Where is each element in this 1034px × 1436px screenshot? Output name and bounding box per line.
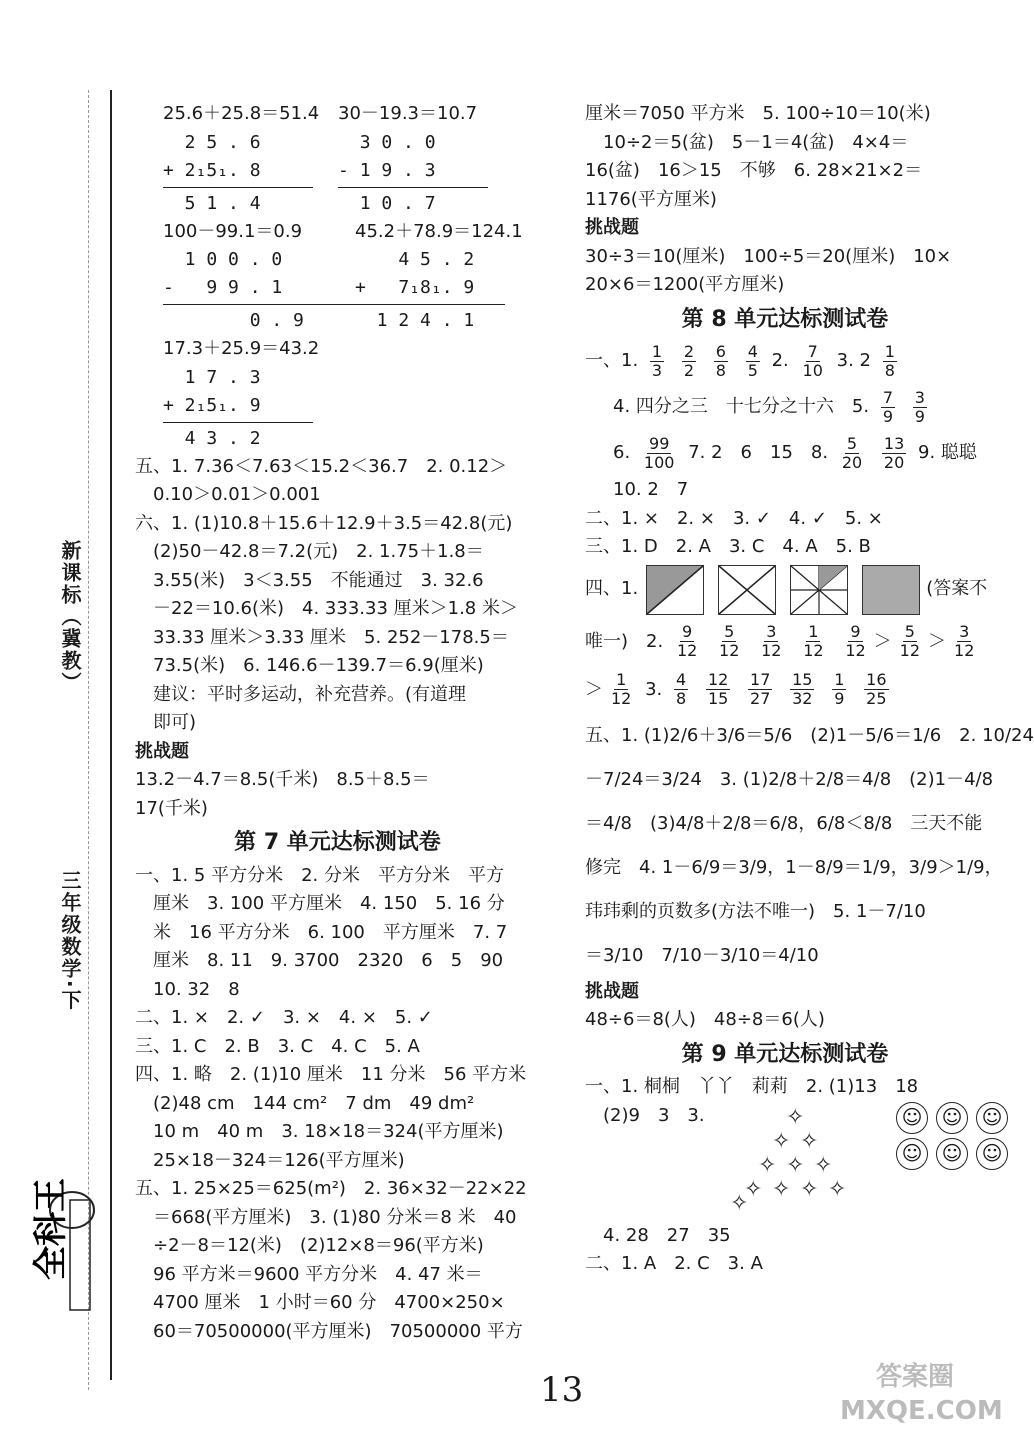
unit8-line-2: 4. 四分之三 十七分之十六 5. $\frac{7}{9}$ $\frac{3}{9}$: [613, 387, 925, 426]
calc-row-1: [135, 100, 540, 218]
svg-text:✧: ✧: [772, 1176, 791, 1202]
equation-label: 45.2＋78.9＝124.1: [355, 220, 523, 242]
square-eight-parts: [790, 565, 848, 615]
vertical-calc: 1 7 . 3 + 2₁5₁. 9 4 3 . 2: [163, 364, 540, 453]
svg-text:✧: ✧: [730, 1190, 749, 1216]
challenge-heading: 挑战题: [135, 740, 189, 762]
svg-text:✧: ✧: [814, 1152, 833, 1178]
unit8-line-1: 一、1. $\frac{1}{3}$ $\frac{2}{2}$ $\frac{6}{8}$ $\frac{4}{5}$ 2. $\frac{7}{10}$ 3. 2 $\frac{1}{8}$: [585, 341, 895, 380]
svg-text:✧: ✧: [828, 1176, 847, 1202]
book-title: 三年级数学·下: [58, 870, 82, 1012]
smiley-face-icon: ☺: [936, 1102, 968, 1134]
challenge-heading: 挑战题: [585, 980, 639, 1002]
vertical-calc: 2 5 . 6 + 2₁5₁. 8 5 1 . 4: [163, 129, 338, 218]
svg-text:✧: ✧: [758, 1152, 777, 1178]
fraction: $\frac{4}{5}$: [747, 341, 758, 380]
unit8-line-7: 四、1. (答案不: [585, 562, 985, 618]
svg-text:✧: ✧: [786, 1104, 805, 1130]
right-column: 厘米＝7050 平方米 5. 100÷10＝10(米) 10÷2＝5(盆) 5－1＝4(盆) 4×4＝ 16(盆) 16＞15 不够 6. 28×21×2＝ 1176(平方厘米) 挑战题 30÷3＝10(厘米) 100÷5＝20(厘米) 10× 20×6＝1200(平方厘米) 第 8 单元达标测试卷 一、1. $\frac{1}{3}$ $\frac{2}{2}$ $\frac{6}{8}$ $\frac{4}{5}$ 2. $\frac{7}{10}$ 3. 2 $\frac{1}{8}$ 4. 四分之三 十七分之十六 5. $\frac{7}{9}$ $\frac{3}{9}$ 6. $\frac{99}{100}$ 7. 2 6 15 8. $\frac{5}{20}$ $\frac{13}{20}$ 9. 聪聪 10. 2 7 二、1. × 2. × 3. ✓ 4. ✓ 5. × 三、1. D 2. A 3. C 4. A 5. B 四、1. (答案不 唯一) 2. $\frac{9}{12}$ $\frac{5}{12}$ $\frac{3}{12}$ $\frac{1}{12}$ $\frac{9}{12}$ ＞ $\frac{5}{12}$ ＞ $\frac{3}{12}$ ＞ $\frac{1}{12}$ 3. $\frac{4}{8}$ $\frac{12}{15}$ $\frac{17}{27}$ $\frac{15}{32}$ $\frac{1}{9}$ $\frac{16}{25}$ 五、1. (1)2/6＋3/6＝5/6 (2)1－5/6＝1/6 2. 10/24 －7/24＝3/24 3. (1)2/8＋2/8＝4/8 (2)1－4/8 ＝4/8 (3)4/8＋2/8＝6/8，6/8＜8/8 三天不能 修完 4. 1－6/9＝3/9，1－8/9＝1/9，3/9＞1/9， 玮玮剩的页数多(方法不唯一) 5. 1－7/10 ＝3/10 7/10－3/10＝4/10 挑战题 48÷6＝8(人) 48÷8＝6(人) 第 9 单元达标测试卷 一、1. 桐桐 丫丫 莉莉 2. (1)13 18 (2)9 3 3. ✧ ✧ ✧ ✧ ✧ ✧ ✧ ✧ ✧ ✧ ✧ ☺ ☺ ☺ ☺ ☺ ☺ 4. 28 27 35 二、1. A 2. C 3. A: [585, 103, 1034, 1274]
unit8-title: 第 8 单元达标测试卷: [681, 306, 889, 332]
calc-row-2: [135, 218, 540, 336]
fraction: $\frac{3}{9}$: [914, 387, 925, 426]
svg-text:✧: ✧: [786, 1152, 805, 1178]
fraction: $\frac{7}{9}$: [882, 387, 893, 426]
fraction: $\frac{5}{20}$: [841, 433, 863, 472]
equation-label: 100－99.1＝0.9: [163, 220, 303, 242]
unit8-line-3: 6. $\frac{99}{100}$ 7. 2 6 15 8. $\frac{5}{20}$ $\frac{13}{20}$ 9. 聪聪: [613, 433, 977, 472]
vertical-calc: 4 5 . 2 + 7₁8₁. 9 1 2 4 . 1: [355, 246, 540, 335]
unit7-title: 第 7 单元达标测试卷: [234, 830, 441, 855]
fraction: $\frac{99}{100}$: [643, 433, 675, 472]
page-number: 13: [540, 1370, 584, 1410]
unit8-line-9: ＞ $\frac{1}{12}$ 3. $\frac{4}{8}$ $\frac{12}{15}$ $\frac{17}{27}$ $\frac{15}{32}$ $\frac{1}{9}$ $\frac{16}{25}$: [585, 670, 887, 708]
square-figures: [646, 565, 920, 615]
square-cross-diagonals: [718, 565, 776, 615]
unit9-line-2: (2)9 3 3. ✧ ✧ ✧ ✧ ✧ ✧ ✧ ✧ ✧ ✧ ✧ ☺ ☺ ☺ ☺ ☺ ☺: [585, 1102, 985, 1222]
fraction: $\frac{13}{20}$: [883, 433, 905, 472]
fraction: $\frac{2}{2}$: [683, 341, 695, 380]
equation-label: 25.6＋25.8＝51.4: [163, 103, 320, 124]
answers-5-6: 五、1. 7.36＜7.63＜15.2＜36.7 2. 0.12＞ 0.10＞0.01＞0.001 六、1. (1)10.8＋15.6＋12.9＋3.5＝42.8(元) (2)50－42.8＝7.2(元) 2. 1.75＋1.8＝ 3.55(米) 3＜3.55 不能通过 3. 32.6 －22＝10.6(米) 4. 333.33 厘米＞1.8 米＞ 33.33 厘米＞3.33 厘米 5. 252－178.5＝ 73.5(米) 6. 146.6－139.7＝6.9(厘米) 建议：平时多运动，补充营养。(有道理 即可): [135, 455, 518, 733]
unit8-line-8: 唯一) 2. $\frac{9}{12}$ $\frac{5}{12}$ $\frac{3}{12}$ $\frac{1}{12}$ $\frac{9}{12}$ ＞ $\frac{5}{12}$ ＞ $\frac{3}{12}$: [585, 622, 975, 660]
square-shaded: [862, 565, 920, 615]
vertical-calc: 1 0 0 . 0 - 9 9 . 1 0 . 9: [163, 246, 355, 335]
star-triangle-figure: [730, 1102, 860, 1222]
vertical-calc: 3 0 . 0 - 1 9 . 3 1 0 . 7: [338, 129, 540, 218]
fraction: $\frac{7}{10}$: [802, 341, 823, 380]
unit9-title: 第 9 单元达标测试卷: [681, 1041, 889, 1067]
left-column: 25.6＋25.8＝51.4 2 5 . 6 + 2₁5₁. 8 5 1 . 4 30－19.3＝10.7 3 0 . 0 - 1 9 . 3 1 0 . 7 100－99.1＝0.9 1 0 0 . 0 - 9 9 . 1 0 . 9 45.2＋78.9＝124.1 4 5 . 2 + 7₁8₁. 9 1 2 4 . 1 17.3＋25.9＝43.2 1 7 . 3 + 2₁5₁. 9 4 3 . 2 五、1. 7.36＜7.63＜15.2＜36.7 2. 0.12＞ 0.10＞0.01＞0.001 六、1. (1)10.8＋15.6＋12.9＋3.5＝42.8(元) (2)50－42.8＝7.2(元) 2. 1.75＋1.8＝ 3.55(米) 3＜3.55 不能通过 3. 32.6 －22＝10.6(米) 4. 333.33 厘米＞1.8 米＞ 33.33 厘米＞3.33 厘米 5. 252－178.5＝ 73.5(米) 6. 146.6－139.7＝6.9(厘米) 建议：平时多运动，补充营养。(有道理 即可) 挑战题 13.2－4.7＝8.5(千米) 8.5＋8.5＝ 17(千米) 第 7 单元达标测试卷 一、1. 5 平方分米 2. 分米 平方分米 平方 厘米 3. 100 平方厘米 4. 150 5. 16 分 米 16 平方分米 6. 100 平方厘米 7. 7 厘米 8. 11 9. 3700 2320 6 5 90 10. 32 8 二、1. × 2. ✓ 3. × 4. × 5. ✓ 三、1. C 2. B 3. C 4. C 5. A 四、1. 略 2. (1)10 厘米 11 分米 56 平方米 (2)48 cm 144 cm² 7 dm 49 dm² 10 m 40 m 3. 18×18＝324(平方厘米) 25×18－324＝126(平方厘米) 五、1. 25×25＝625(m²) 2. 36×32－22×22 ＝668(平方厘米) 3. (1)80 分米＝8 米 40 ÷2－8＝12(米) (2)12×8＝96(平方米) 96 平方米＝9600 平方分米 4. 47 米＝ 4700 厘米 1 小时＝60 分 4700×250× 60＝70500000(平方厘米) 70500000 平方: [135, 100, 540, 1346]
svg-text:全科王: 全科王: [31, 1178, 71, 1280]
smiley-face-icon: ☺: [936, 1138, 968, 1170]
equation-label: 30－19.3＝10.7: [338, 103, 478, 124]
watermark: 答案圈 MXQE.COM: [840, 1362, 1003, 1426]
equation-label: 17.3＋25.9＝43.2: [163, 338, 320, 359]
smiley-face-icon: ☺: [896, 1138, 928, 1170]
smiley-face-icon: ☺: [976, 1102, 1008, 1134]
fraction: $\frac{1}{8}$: [884, 341, 895, 380]
spine-divider: [110, 90, 112, 1380]
fraction: $\frac{6}{8}$: [715, 341, 726, 380]
svg-text:✧: ✧: [772, 1128, 791, 1154]
svg-text:✧: ✧: [800, 1128, 819, 1154]
unit7-answers: 一、1. 5 平方分米 2. 分米 平方分米 平方 厘米 3. 100 平方厘米 4. 150 5. 16 分 米 16 平方分米 6. 100 平方厘米 7. 7 厘米 8. 11 9. 3700 2320 6 5 90 10. 32 8 二、1. × 2. ✓ 3. × 4. × 5. ✓ 三、1. C 2. B 3. C 4. C 5. A 四、1. 略 2. (1)10 厘米 11 分米 56 平方米 (2)48 cm 144 cm² 7 dm 49 dm² 10 m 40 m 3. 18×18＝324(平方厘米) 25×18－324＝126(平方厘米) 五、1. 25×25＝625(m²) 2. 36×32－22×22 ＝668(平方厘米) 3. (1)80 分米＝8 米 40 ÷2－8＝12(米) (2)12×8＝96(平方米) 96 平方米＝9600 平方分米 4. 47 米＝ 4700 厘米 1 小时＝60 分 4700×250× 60＝70500000(平方厘米) 70500000 平方: [135, 864, 527, 1342]
challenge-heading: 挑战题: [585, 217, 639, 238]
brand-logo: [31, 1178, 100, 1380]
svg-text:✧: ✧: [800, 1176, 819, 1202]
svg-text:✧: ✧: [744, 1176, 763, 1202]
fraction: $\frac{1}{3}$: [651, 341, 663, 380]
edition-label: 新课标（冀教）: [58, 540, 82, 694]
square-diagonal-shaded: [646, 565, 704, 615]
smiley-face-icon: ☺: [976, 1138, 1008, 1170]
smiley-faces: [896, 1102, 1010, 1170]
smiley-face-icon: ☺: [896, 1102, 928, 1134]
calc-row-3: [135, 335, 540, 453]
